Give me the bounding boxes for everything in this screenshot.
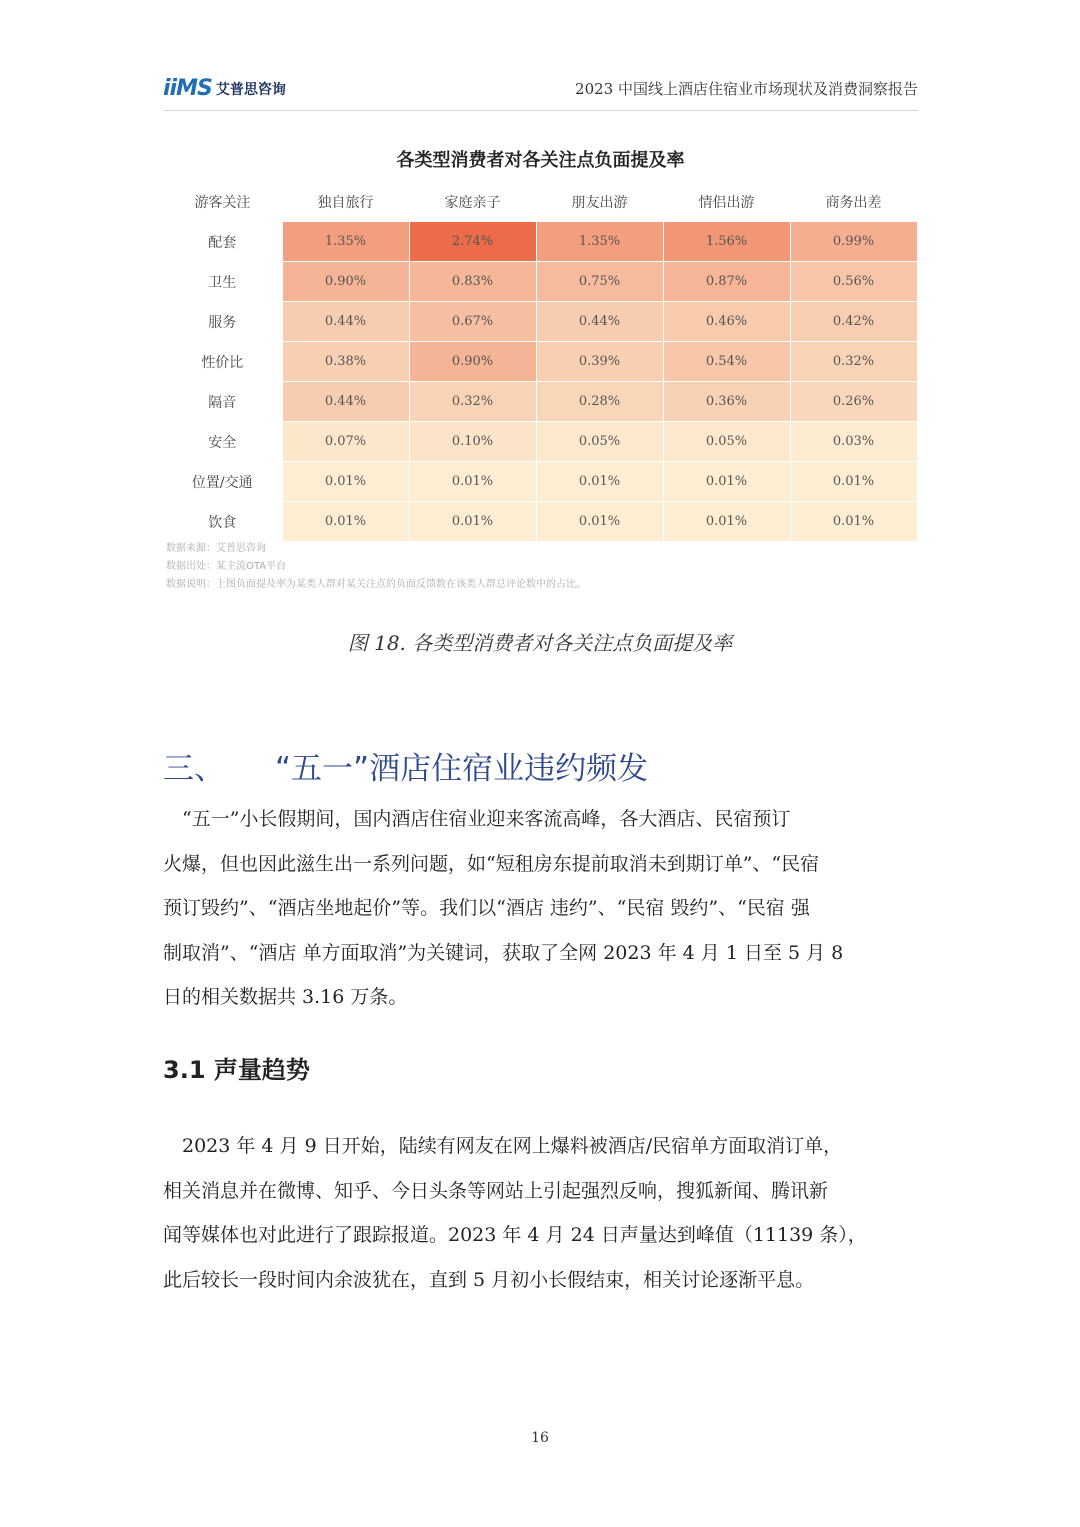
heatmap-cell: 0.90%: [409, 342, 536, 382]
heatmap-cell: 0.87%: [663, 262, 790, 302]
table-row: [163, 502, 917, 542]
figure-caption: 图 18. 各类型消费者对各关注点负面提及率: [347, 631, 733, 655]
heatmap-cell: 0.44%: [282, 382, 409, 422]
section-title: “五一”酒店住宿业违约频发: [275, 751, 649, 787]
section-heading: [163, 743, 648, 788]
heatmap-cell: 0.01%: [282, 502, 409, 542]
paragraph-line: 制取消”、“酒店 单方面取消”为关键词，获取了全网 2023 年 4 月 1 日至 5 月 8: [163, 941, 844, 964]
row-label: 配套: [208, 234, 237, 251]
table-row: [163, 382, 917, 422]
heatmap-cell: 0.99%: [790, 222, 917, 262]
table-row: [163, 222, 917, 262]
heatmap-cell: 0.44%: [282, 302, 409, 342]
heatmap-cell: 0.01%: [790, 502, 917, 542]
table-row: [163, 422, 917, 462]
heatmap-cell: 2.74%: [409, 222, 536, 262]
heatmap-cell: 0.01%: [536, 462, 663, 502]
section-number: 三、: [163, 751, 225, 787]
row-label: 饮食: [208, 514, 237, 531]
data-notes: [166, 540, 586, 594]
row-label: 隔音: [208, 394, 237, 411]
heatmap-cell: 0.01%: [663, 502, 790, 542]
column-header: 朋友出游: [571, 194, 628, 211]
heatmap-cell: 0.32%: [790, 342, 917, 382]
heatmap-cell: 0.39%: [536, 342, 663, 382]
heatmap-cell: 1.35%: [282, 222, 409, 262]
heatmap-cell: 0.01%: [536, 502, 663, 542]
row-label: 卫生: [208, 274, 237, 291]
heatmap-cell: 0.28%: [536, 382, 663, 422]
report-title: 2023 中国线上酒店住宿业市场现状及消费洞察报告: [575, 80, 918, 98]
heatmap-cell: 0.36%: [663, 382, 790, 422]
paragraph-line: 相关消息并在微博、知乎、今日头条等网站上引起强烈反响，搜狐新闻、腾讯新: [163, 1179, 829, 1202]
heatmap-cell: 0.75%: [536, 262, 663, 302]
header-row: [163, 182, 917, 222]
note-origin: 数据出处：某主流OTA平台: [166, 561, 287, 572]
page-number: 16: [531, 1430, 549, 1446]
heatmap-cell: 0.07%: [282, 422, 409, 462]
row-label: 服务: [208, 314, 237, 331]
corner-label: 游客关注: [194, 194, 251, 211]
subsection-heading: 3.1 声量趋势: [163, 1056, 310, 1084]
table-row: [163, 342, 917, 382]
paragraph-line: 此后较长一段时间内余波犹在，直到 5 月初小长假结束，相关讨论逐渐平息。: [163, 1268, 815, 1291]
table-title: 各类型消费者对各关注点负面提及率: [396, 150, 685, 171]
heatmap-cell: 0.56%: [790, 262, 917, 302]
heatmap-cell: 1.56%: [663, 222, 790, 262]
heatmap-cell: 0.01%: [409, 462, 536, 502]
heatmap-cell: 0.44%: [536, 302, 663, 342]
heatmap-cell: 0.01%: [282, 462, 409, 502]
paragraph-line: 日的相关数据共 3.16 万条。: [163, 986, 408, 1008]
table-row: [163, 302, 917, 342]
column-header: 商务出差: [825, 194, 882, 211]
heatmap-cell: 0.32%: [409, 382, 536, 422]
column-header: 家庭亲子: [444, 194, 501, 211]
paragraph-2: [163, 1124, 918, 1302]
paragraph-line: 2023 年 4 月 9 日开始，陆续有网友在网上爆料被酒店/民宿单方面取消订单，: [163, 1135, 843, 1157]
logo-mark: iiMS: [163, 76, 212, 101]
column-header: 独自旅行: [317, 194, 374, 211]
heatmap-table: [163, 182, 918, 542]
heatmap-cell: 0.01%: [663, 462, 790, 502]
table-row: [163, 462, 917, 502]
heatmap-cell: 0.01%: [409, 502, 536, 542]
note-description: 数据说明：上图负面提及率为某类人群对某关注点的负面反馈数在该类人群总评论数中的占比。: [166, 579, 586, 590]
heatmap-cell: 0.46%: [663, 302, 790, 342]
heatmap-cell: 0.05%: [663, 422, 790, 462]
paragraph-line: 闻等媒体也对此进行了跟踪报道。2023 年 4 月 24 日声量达到峰值（11139 条），: [163, 1224, 867, 1246]
row-label: 性价比: [201, 354, 244, 371]
heatmap-cell: 0.38%: [282, 342, 409, 382]
heatmap-cell: 0.26%: [790, 382, 917, 422]
note-source: 数据来源：艾普思咨询: [166, 543, 266, 554]
paragraph-line: “五一”小长假期间，国内酒店住宿业迎来客流高峰，各大酒店、民宿预订: [163, 808, 791, 830]
heatmap-cell: 1.35%: [536, 222, 663, 262]
logo: [163, 76, 286, 101]
table-row: [163, 262, 917, 302]
heatmap-cell: 0.90%: [282, 262, 409, 302]
paragraph-1: [163, 797, 918, 1020]
paragraph-line: 预订毁约”、“酒店坐地起价”等。我们以“酒店 违约”、“民宿 毁约”、“民宿 强: [163, 897, 810, 919]
page-header: [163, 70, 918, 111]
heatmap-cell: 0.67%: [409, 302, 536, 342]
row-label: 安全: [208, 434, 237, 451]
heatmap-cell: 0.42%: [790, 302, 917, 342]
logo-text: 艾普思咨询: [215, 81, 286, 98]
row-label: 位置/交通: [191, 474, 253, 491]
heatmap-cell: 0.05%: [536, 422, 663, 462]
column-header: 情侣出游: [698, 194, 755, 211]
heatmap-cell: 0.54%: [663, 342, 790, 382]
heatmap-cell: 0.83%: [409, 262, 536, 302]
heatmap-cell: 0.10%: [409, 422, 536, 462]
heatmap-cell: 0.01%: [790, 462, 917, 502]
paragraph-line: 火爆，但也因此滋生出一系列问题，如“短租房东提前取消未到期订单”、“民宿: [163, 852, 820, 875]
heatmap-cell: 0.03%: [790, 422, 917, 462]
